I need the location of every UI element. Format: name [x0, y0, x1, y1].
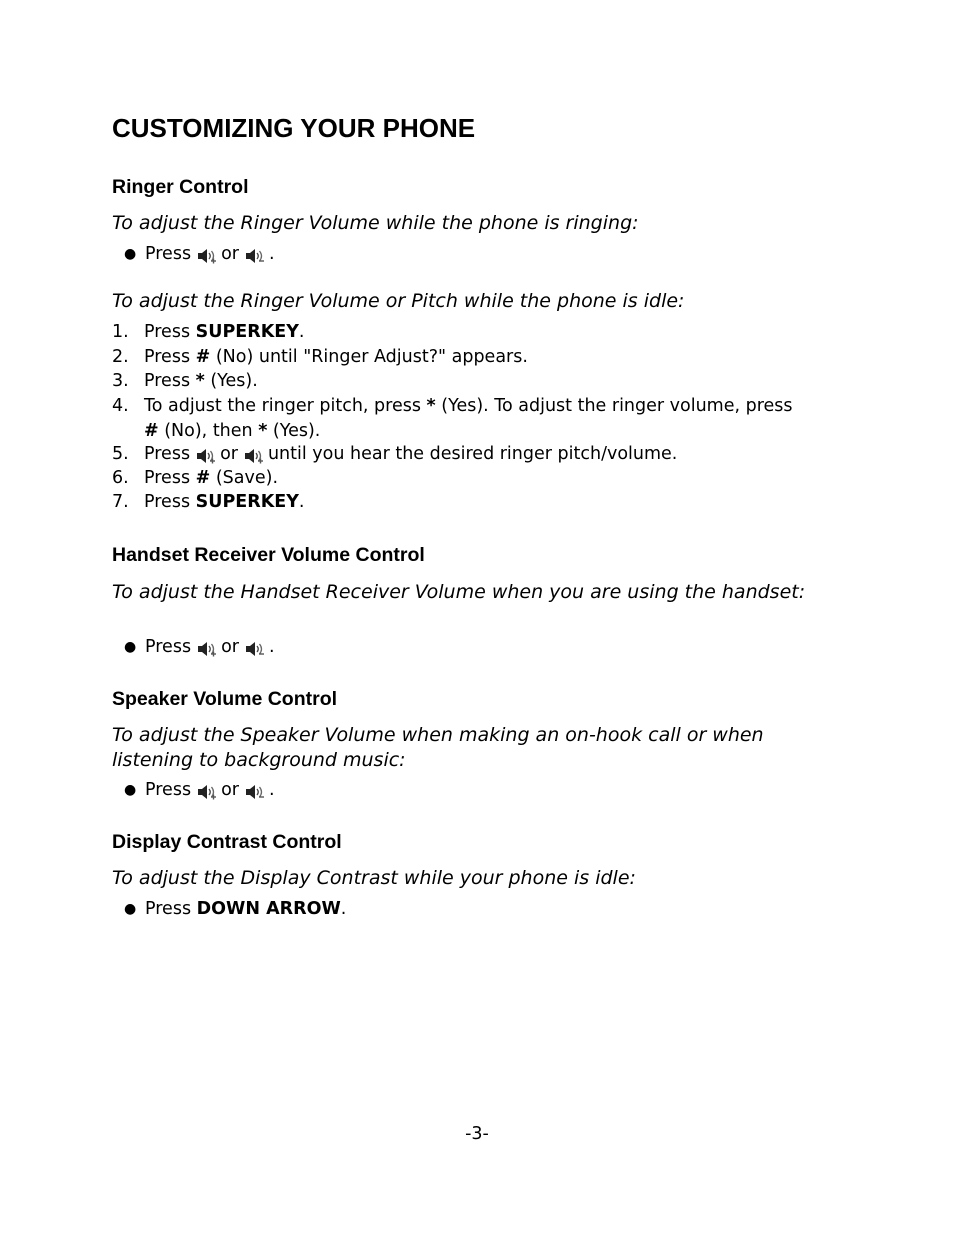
volume-up-icon [197, 640, 217, 657]
ringer-intro-ringing: To adjust the Ringer Volume while the phone is ringing: [112, 212, 639, 234]
key-name: # [195, 347, 211, 367]
bullet-text: Press [145, 637, 192, 657]
speaker-intro: To adjust the Speaker Volume when making an on-hook call or when listening to background music: [112, 724, 764, 771]
volume-up-icon [197, 783, 217, 800]
section-heading-ringer-control: Ringer Control [112, 176, 249, 198]
step-text: until you hear the desired ringer pitch/volume. [267, 444, 678, 464]
key-name: # [195, 468, 211, 488]
bullet-text: . [268, 637, 275, 657]
step-number: 3. [112, 371, 129, 391]
step-number: 5. [112, 444, 129, 464]
handset-intro: To adjust the Handset Receiver Volume when you are using the handset: [112, 581, 806, 603]
step-text: Press [144, 468, 196, 488]
volume-down-icon [244, 447, 264, 464]
key-name: * [258, 420, 268, 441]
ringer-intro-idle: To adjust the Ringer Volume or Pitch while the phone is idle: [112, 290, 685, 312]
step-number: 1. [112, 322, 129, 342]
step-text: (Save). [210, 468, 279, 488]
key-name: # [144, 420, 159, 441]
bullet-text: Press [145, 244, 192, 264]
step-text: . [298, 492, 305, 512]
step-text: (Yes). [267, 420, 321, 441]
section-heading-speaker-volume: Speaker Volume Control [112, 688, 338, 710]
volume-down-icon [245, 247, 265, 264]
page-title: CUSTOMIZING YOUR PHONE [112, 113, 476, 143]
step-text: Press [144, 492, 196, 512]
bullet-text: . [268, 244, 275, 264]
key-name: SUPERKEY [195, 322, 299, 342]
numbered-step [112, 394, 812, 443]
step-text: (Yes). To adjust the ringer volume, press [435, 396, 793, 416]
numbered-step [112, 466, 842, 491]
step-text: (No), then [158, 420, 259, 441]
step-text: (No) until "Ringer Adjust?" appears. [210, 347, 528, 367]
bullet-dot: ● [124, 246, 137, 262]
step-text: . [298, 322, 305, 342]
step-number: 4. [112, 396, 129, 416]
contrast-intro: To adjust the Display Contrast while your phone is idle: [112, 867, 636, 889]
numbered-step [112, 345, 842, 370]
step-number: 6. [112, 468, 129, 488]
volume-up-icon [196, 447, 216, 464]
section-heading-handset-volume: Handset Receiver Volume Control [112, 544, 425, 566]
step-text: or [220, 444, 238, 464]
key-name: DOWN ARROW [196, 899, 341, 919]
step-number: 7. [112, 492, 129, 512]
step-text: To adjust the ringer pitch, press [144, 396, 427, 416]
numbered-step [112, 490, 842, 515]
step-text: Press [144, 347, 196, 367]
volume-up-icon [197, 247, 217, 264]
volume-down-icon [245, 783, 265, 800]
key-name: * [195, 371, 205, 391]
numbered-step [112, 442, 842, 467]
page-number: -3- [465, 1124, 489, 1144]
bullet-dot: ● [124, 901, 137, 917]
bullet-text: or [221, 637, 239, 657]
step-text: Press [144, 444, 191, 464]
step-number: 2. [112, 347, 129, 367]
bullet-text: Press [145, 899, 197, 919]
bullet-text: or [221, 244, 239, 264]
section-heading-display-contrast: Display Contrast Control [112, 831, 342, 853]
bullet-text: Press [145, 780, 192, 800]
step-text: Press [144, 371, 196, 391]
bullet-text: . [340, 899, 347, 919]
numbered-step [112, 369, 842, 394]
bullet-text: . [268, 780, 275, 800]
key-name: * [426, 396, 436, 416]
bullet-text: or [221, 780, 239, 800]
bullet-dot: ● [124, 782, 137, 798]
key-name: SUPERKEY [195, 492, 299, 512]
volume-down-icon [245, 640, 265, 657]
step-text: (Yes). [204, 371, 258, 391]
bullet-dot: ● [124, 639, 137, 655]
numbered-step [112, 320, 842, 345]
step-text: Press [144, 322, 196, 342]
